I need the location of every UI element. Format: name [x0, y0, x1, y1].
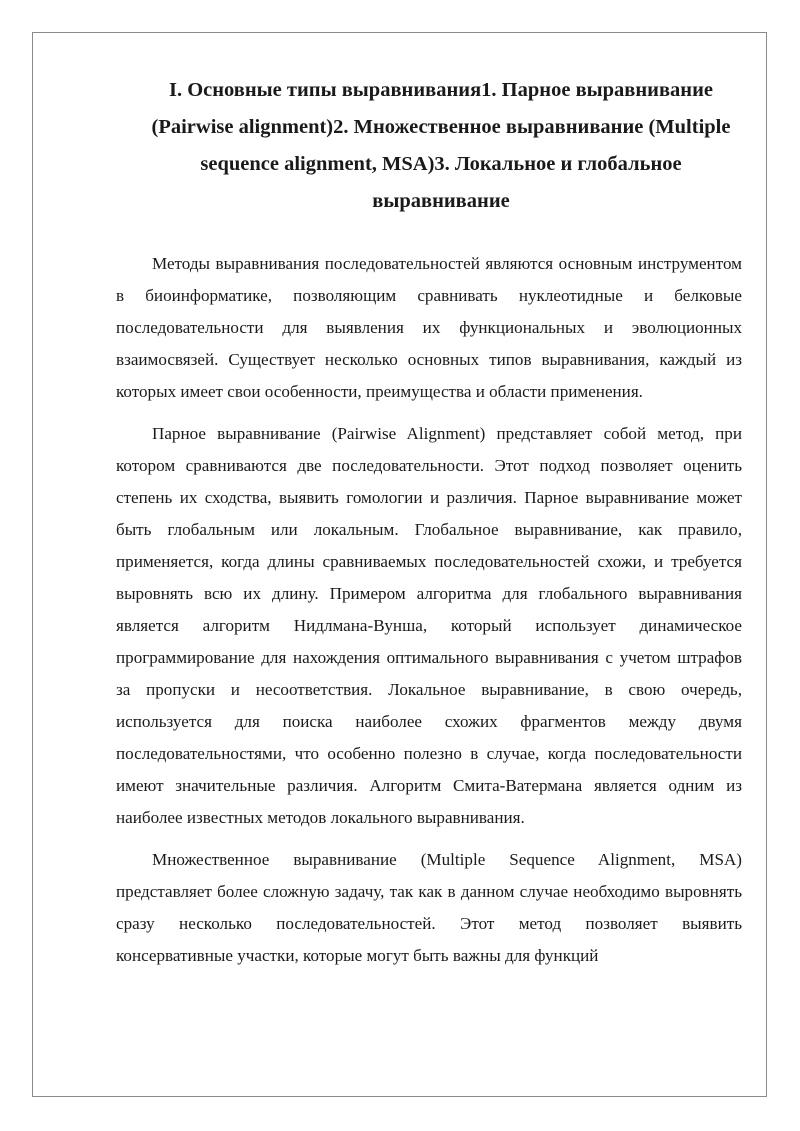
section-heading: I. Основные типы выравнивания1. Парное выравнивание (Pairwise alignment)2. Множественное выравнивание (Multiple sequence alignment, MSA)3. Локальное и глобальное выравнивание — [151, 79, 731, 212]
paragraph-intro: Методы выравнивания последовательностей являются основным инструментом в биоинформатике, позволяющим сравнивать нуклеотидные и белковые последовательности для выявления их функциональных и эволюционных взаимосвязей. Существует несколько основных типов выравнивания, каждый из которых имеет свои особенности, преимущества и области применения. — [116, 254, 742, 401]
paragraph-pairwise: Парное выравнивание (Pairwise Alignment) представляет собой метод, при котором сравниваются две последовательности. Этот подход позволяет оценить степень их сходства, выявить гомологии и различия. Парное выравнивание может быть глобальным или локальным. Глобальное выравнивание, как правило, применяется, когда длины сравниваемых последовательностей схожи, и требуется выровнять всю их длину. Примером алгоритма для глобального выравнивания является алгоритм Нидлмана-Вунша, который использует динамическое программирование для нахождения оптимального выравнивания с учетом штрафов за пропуски и несоответствия. Локальное выравнивание, в свою очередь, используется для поиска наиболее схожих фрагментов между двумя последовательностями, что особенно полезно в случае, когда последовательности имеют значительные различия. Алгоритм Смита-Ватермана является одним из наиболее известных методов локального выравнивания. — [116, 424, 742, 827]
paragraph-msa: Множественное выравнивание (Multiple Sequence Alignment, MSA) представляет более сложную задачу, так как в данном случае необходимо выровнять сразу несколько последовательностей. Этот метод позволяет выявить консервативные участки, которые могут быть важны для функций — [116, 850, 742, 965]
page-content — [116, 72, 742, 982]
